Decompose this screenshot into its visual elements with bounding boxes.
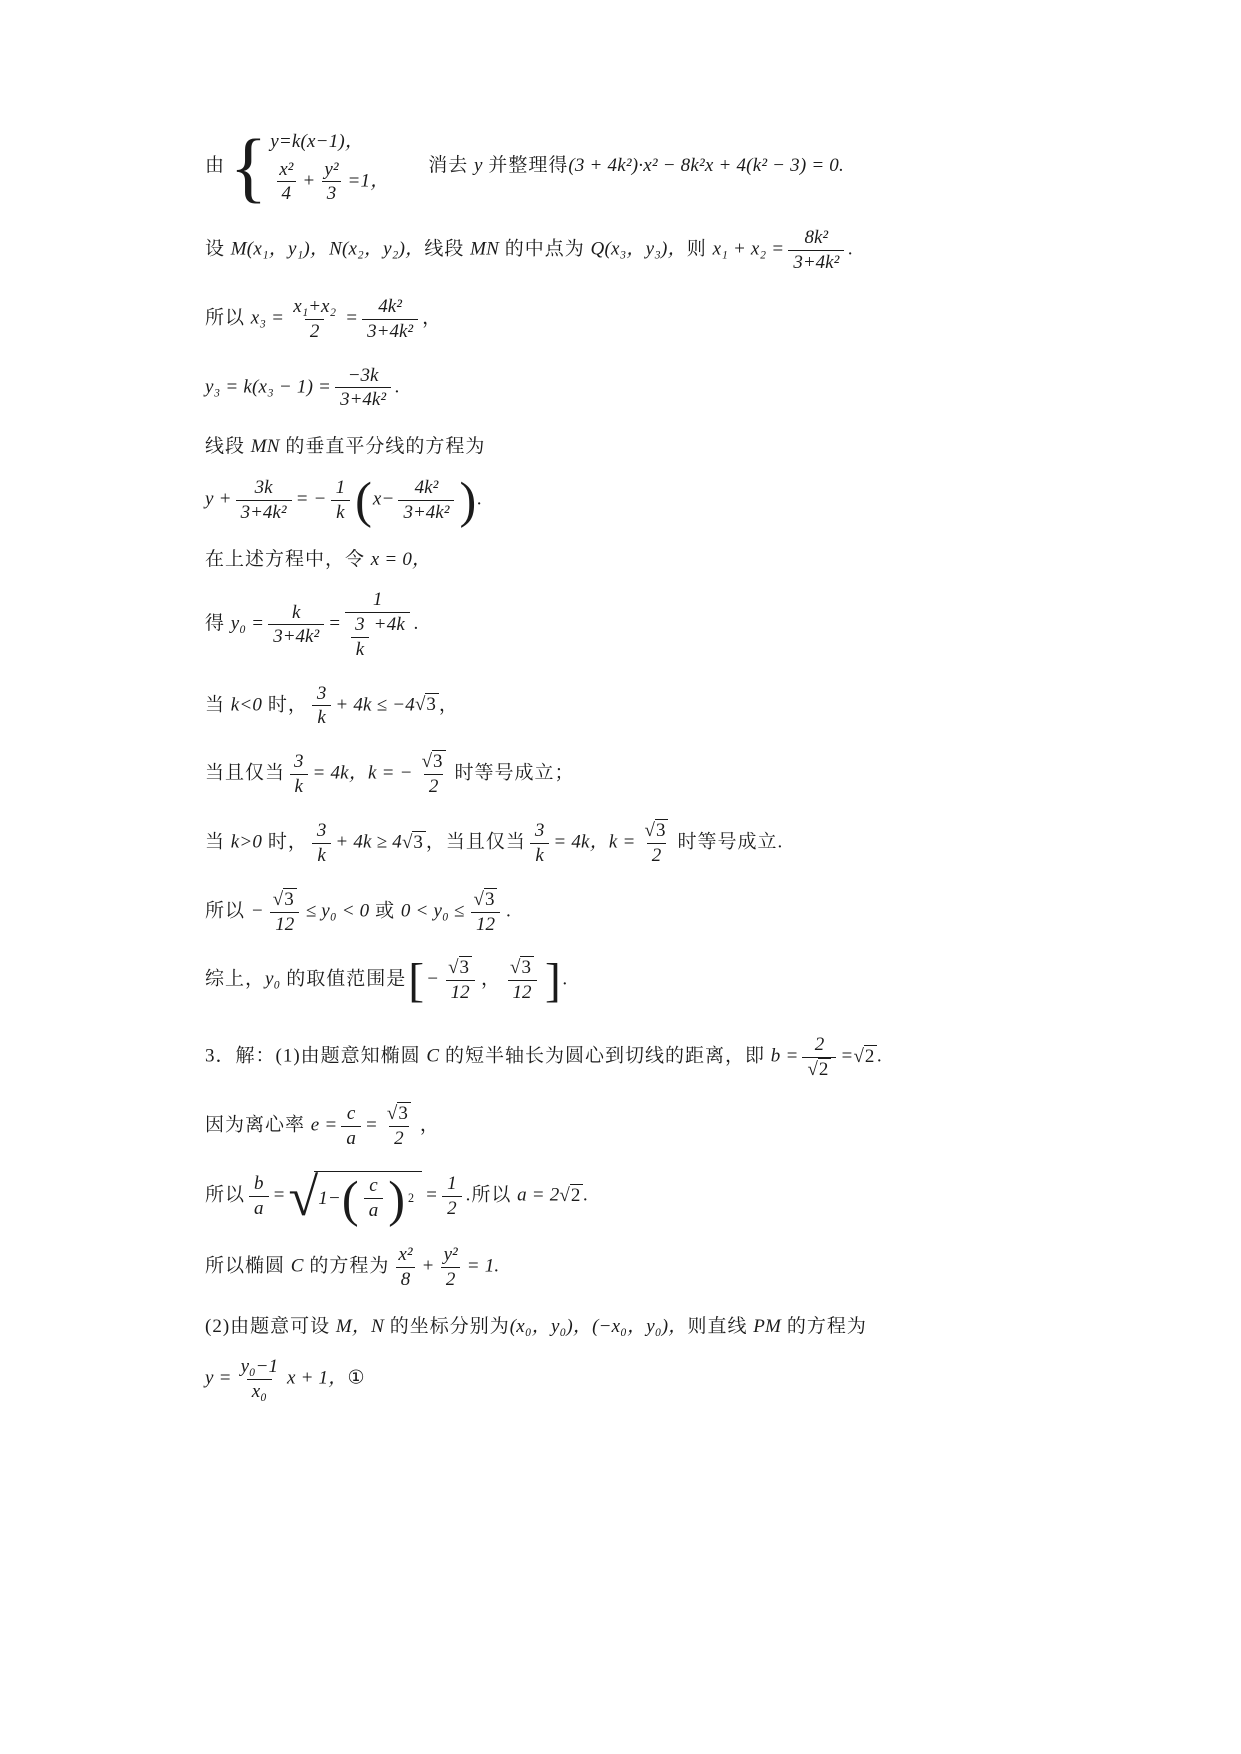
equation bbox=[270, 159, 389, 206]
comma: ， bbox=[422, 307, 443, 329]
fraction bbox=[362, 296, 418, 343]
numerator: y² bbox=[324, 158, 339, 180]
paragraph-y0 bbox=[205, 589, 1151, 661]
numerator: 1 bbox=[447, 1173, 457, 1195]
equals: =1， bbox=[347, 170, 390, 192]
numerator bbox=[469, 889, 503, 912]
sqrt bbox=[415, 691, 439, 719]
denominator: k bbox=[351, 637, 369, 661]
text: 的短半轴长为圆心到切线的距离，即 bbox=[439, 1045, 771, 1067]
sqrt bbox=[448, 957, 472, 979]
denominator: 3+4k² bbox=[788, 250, 844, 274]
radical-icon: √ bbox=[414, 694, 426, 716]
numerator: 3 bbox=[316, 819, 327, 841]
fraction bbox=[345, 589, 410, 661]
math: y = bbox=[205, 1368, 232, 1390]
paragraph-k-positive bbox=[205, 820, 1151, 867]
denominator: 8 bbox=[396, 1267, 416, 1291]
numerator: 8k² bbox=[804, 227, 829, 249]
denominator: 2 bbox=[441, 1267, 461, 1291]
math: a = 2 bbox=[517, 1185, 560, 1207]
denominator: 2 bbox=[389, 1126, 409, 1150]
equation-system: { y=k(x−1)， $\frac{\text{x²}}{4}$ + $\frac{\text{y²}}{3}$ =1， bbox=[229, 122, 390, 210]
paragraph-k-negative bbox=[205, 683, 1151, 730]
text: 的方程为 bbox=[303, 1255, 390, 1277]
paragraph-x3 bbox=[205, 296, 1151, 343]
math: (3 + 4k²)·x² − 8k²x + 4(k² − 3) = 0. bbox=[568, 154, 844, 176]
fraction bbox=[382, 1103, 416, 1150]
fraction bbox=[249, 1173, 269, 1220]
equals: = bbox=[364, 1114, 378, 1136]
numerator: x² bbox=[398, 1244, 413, 1266]
period: . bbox=[414, 613, 419, 635]
math: +4k bbox=[373, 613, 406, 635]
numerator: x₁+x₂ bbox=[293, 295, 337, 317]
denominator bbox=[802, 1057, 836, 1081]
text: 的取值范围是 bbox=[280, 969, 407, 991]
numerator: c bbox=[346, 1102, 356, 1124]
comma: ， bbox=[419, 1114, 440, 1136]
numerator: 2 bbox=[814, 1034, 825, 1056]
paragraph-equality-neg bbox=[205, 751, 1151, 798]
text: 并整理得 bbox=[482, 154, 569, 176]
math: MN bbox=[250, 436, 280, 458]
denominator: 3+4k² bbox=[236, 500, 292, 524]
text: 当且仅当 bbox=[205, 763, 286, 784]
numerator bbox=[382, 1103, 416, 1126]
math: C bbox=[290, 1255, 304, 1277]
text: 综上， bbox=[205, 969, 266, 991]
math: 1− bbox=[318, 1187, 341, 1209]
equals: = bbox=[345, 307, 359, 329]
radical-icon: √ bbox=[853, 1045, 864, 1067]
sqrt bbox=[645, 820, 669, 842]
text: 设 bbox=[205, 238, 231, 260]
text: .所以 bbox=[465, 1185, 518, 1207]
period: . bbox=[506, 900, 512, 922]
math: 0 < y₀ ≤ bbox=[400, 900, 465, 922]
fraction bbox=[530, 820, 550, 867]
denominator: a bbox=[364, 1198, 384, 1222]
denominator: 3+4k² bbox=[398, 500, 454, 524]
radical-icon: √ bbox=[559, 1185, 570, 1207]
text: 线段 bbox=[205, 436, 251, 458]
denominator: a bbox=[249, 1196, 269, 1220]
paragraph-midpoint bbox=[205, 227, 1151, 274]
period: . bbox=[477, 488, 483, 510]
text: 所以 bbox=[205, 1185, 246, 1207]
radicand: 3 bbox=[283, 888, 297, 910]
fraction bbox=[398, 477, 454, 524]
denominator: 3+4k² bbox=[268, 624, 324, 648]
period: . bbox=[877, 1045, 883, 1067]
fraction bbox=[341, 1103, 361, 1150]
radical-icon: √ bbox=[644, 819, 655, 841]
numerator: 3 bbox=[534, 819, 545, 841]
period: . bbox=[848, 238, 854, 260]
text: 的垂直平分线的方程为 bbox=[279, 436, 486, 458]
numerator: y₀−1 bbox=[240, 1356, 278, 1378]
text: 则直线 bbox=[687, 1315, 754, 1337]
sqrt bbox=[807, 1059, 831, 1081]
denominator: 2 bbox=[442, 1196, 462, 1220]
fraction bbox=[417, 751, 451, 798]
period: . bbox=[562, 969, 568, 991]
denominator: 12 bbox=[270, 912, 299, 936]
math: + 4k ≥ 4 bbox=[335, 831, 402, 853]
text: 由 bbox=[205, 154, 226, 176]
denominator: 2 bbox=[424, 774, 444, 798]
math: b = bbox=[770, 1045, 799, 1067]
equation: y=k(x−1)， bbox=[270, 131, 365, 152]
denominator: 12 bbox=[471, 912, 500, 936]
equals: = bbox=[425, 1185, 439, 1207]
math: MN bbox=[470, 238, 500, 260]
text: 所以椭圆 bbox=[205, 1255, 291, 1277]
radicand: 3 bbox=[397, 1102, 411, 1124]
text: ，当且仅当 bbox=[425, 831, 526, 853]
text: 当 bbox=[205, 831, 231, 853]
math: y bbox=[473, 154, 483, 176]
period: . bbox=[583, 1185, 589, 1207]
paragraph-bisector-eq: y + $\frac{3k}{\text{3+4k²}}$ = − $\frac{1}{k}$ (x− $\frac{\text{4k²}}{\text{3+4k²}}$ ). bbox=[205, 472, 483, 529]
radicand: 3 bbox=[484, 888, 498, 910]
math: C bbox=[426, 1045, 440, 1067]
fraction bbox=[289, 751, 309, 798]
fraction bbox=[640, 820, 674, 867]
text: 当 bbox=[205, 694, 231, 716]
text: 时等号成立； bbox=[454, 763, 575, 784]
operator: + bbox=[421, 1255, 435, 1277]
paragraph-conclusion-interval: 综上，y₀ 的取值范围是[ − $\frac{√3}{12}$ ， $\frac{√3}{12}$ ] . bbox=[205, 954, 568, 1007]
sqrt bbox=[273, 889, 297, 911]
fraction bbox=[319, 159, 343, 206]
fraction bbox=[443, 957, 477, 1004]
denominator: k bbox=[290, 774, 308, 798]
denominator: k bbox=[312, 843, 330, 867]
math: + 4k ≤ −4 bbox=[335, 694, 415, 716]
text: 3．解：(1)由题意知椭圆 bbox=[205, 1045, 427, 1067]
paragraph-problem3-part1 bbox=[205, 1034, 1151, 1081]
text: 因为离心率 bbox=[205, 1114, 311, 1136]
radical-icon: √ bbox=[473, 888, 484, 910]
numerator: x² bbox=[279, 158, 294, 180]
radicand: 3 bbox=[520, 956, 534, 978]
fraction bbox=[288, 296, 341, 343]
fraction bbox=[268, 889, 302, 936]
radical-icon: √ bbox=[421, 751, 433, 773]
fraction bbox=[312, 820, 332, 867]
radicand: 3 bbox=[655, 819, 669, 841]
math: y + bbox=[205, 488, 232, 510]
text: 线段 bbox=[424, 238, 471, 260]
math: = 1. bbox=[466, 1255, 500, 1277]
math: (x₀，y₀)，(−x₀，y₀)， bbox=[509, 1315, 688, 1337]
radicand: 3 bbox=[459, 956, 473, 978]
fraction bbox=[393, 1244, 417, 1291]
fraction bbox=[236, 477, 292, 524]
math: e = bbox=[310, 1114, 338, 1136]
paragraph-part2-setup bbox=[205, 1313, 1151, 1341]
fraction bbox=[364, 1175, 384, 1222]
math: = 4k，k = − bbox=[312, 763, 413, 784]
denominator: 2 bbox=[305, 319, 325, 343]
denominator: 3+4k² bbox=[362, 319, 418, 343]
denominator: 2 bbox=[647, 843, 667, 867]
math: = − bbox=[295, 488, 327, 510]
math: M(x₁，y₁)，N(x₂，y₂)， bbox=[230, 238, 425, 260]
numerator: c bbox=[369, 1175, 378, 1197]
sqrt bbox=[559, 1182, 583, 1210]
inner-fraction bbox=[350, 614, 370, 661]
fraction bbox=[469, 889, 503, 936]
period: . bbox=[395, 376, 400, 398]
text: 则 bbox=[686, 238, 713, 260]
text: 在上述方程中，令 bbox=[205, 548, 371, 570]
fraction bbox=[439, 1244, 463, 1291]
fraction bbox=[788, 227, 844, 274]
radical-icon: √ bbox=[386, 1102, 398, 1124]
denominator: x₀ bbox=[247, 1379, 272, 1403]
radicand: 3 bbox=[432, 750, 446, 772]
math: x = 0， bbox=[370, 548, 432, 570]
paragraph-system bbox=[205, 122, 1151, 210]
comma: ， bbox=[438, 694, 459, 716]
math: y₀ bbox=[265, 969, 281, 991]
text: 的方程为 bbox=[781, 1315, 867, 1337]
denominator: 3+4k² bbox=[335, 387, 391, 411]
math: Q(x₃，y₃)， bbox=[590, 238, 687, 260]
denominator: 3 bbox=[322, 181, 342, 205]
denominator: k bbox=[331, 500, 349, 524]
paragraph-line-pm-equation bbox=[205, 1356, 1151, 1403]
sqrt bbox=[474, 889, 498, 911]
fraction bbox=[505, 957, 539, 1004]
denominator: 4 bbox=[277, 181, 297, 205]
text: 时， bbox=[262, 831, 308, 853]
text: 时， bbox=[262, 694, 308, 716]
text: 所以 bbox=[205, 900, 251, 922]
math: x₃ = bbox=[250, 307, 285, 329]
fraction bbox=[274, 159, 298, 206]
numerator: 1 bbox=[335, 476, 346, 498]
circled-one: ① bbox=[347, 1368, 366, 1390]
fraction bbox=[312, 683, 332, 730]
system-rows bbox=[270, 128, 389, 205]
fraction bbox=[236, 1356, 283, 1403]
paragraph-ellipse-equation bbox=[205, 1244, 1151, 1291]
radical-icon: √ bbox=[448, 957, 459, 979]
fraction bbox=[442, 1173, 462, 1220]
radical-icon: √ bbox=[510, 957, 521, 979]
math: PM bbox=[753, 1315, 782, 1337]
radical-icon: √ bbox=[807, 1058, 818, 1080]
radicand-group: 1− ( $\frac{c}{a}$ ) 2 bbox=[314, 1171, 422, 1222]
math: y₀ = bbox=[230, 613, 265, 635]
text: 消去 bbox=[428, 154, 474, 176]
math: ≤ y₀ < 0 bbox=[305, 900, 370, 922]
operator: + bbox=[302, 170, 316, 192]
radical-icon: √ bbox=[401, 831, 413, 853]
math: k<0 bbox=[230, 694, 263, 716]
numerator: 3 bbox=[355, 613, 365, 635]
numerator: y² bbox=[443, 1244, 458, 1266]
numerator: 4k² bbox=[414, 476, 439, 498]
denominator: k bbox=[312, 705, 330, 729]
paragraph-y0-range bbox=[205, 889, 1151, 936]
math: − bbox=[426, 969, 440, 991]
denominator: k bbox=[530, 843, 548, 867]
numerator: 3 bbox=[294, 751, 304, 773]
fraction bbox=[335, 365, 391, 412]
radicand: 3 bbox=[425, 693, 439, 715]
denominator bbox=[345, 612, 410, 661]
radicand: 2 bbox=[570, 1184, 584, 1206]
sqrt bbox=[853, 1043, 877, 1071]
math: M，N bbox=[335, 1315, 385, 1337]
comma: ， bbox=[481, 969, 502, 991]
text: (2)由题意可设 bbox=[205, 1315, 336, 1337]
numerator bbox=[417, 751, 451, 774]
numerator: −3k bbox=[347, 364, 379, 386]
sqrt bbox=[422, 751, 446, 773]
numerator: k bbox=[291, 601, 301, 623]
fraction bbox=[802, 1034, 836, 1081]
equals: = bbox=[840, 1045, 854, 1067]
math: k>0 bbox=[230, 831, 263, 853]
equals: = bbox=[272, 1185, 286, 1207]
math: = 4k，k = bbox=[553, 831, 636, 853]
math: − bbox=[250, 900, 264, 922]
paragraph-let-x0 bbox=[205, 546, 1151, 574]
numerator: 4k² bbox=[378, 295, 402, 317]
paragraph-bisector-intro bbox=[205, 433, 1151, 461]
text: 的中点为 bbox=[499, 238, 591, 260]
paragraph-y3 bbox=[205, 365, 1151, 412]
text: 时等号成立. bbox=[677, 831, 784, 853]
math: x₁ + x₂ = bbox=[712, 238, 785, 260]
radicand: 2 bbox=[864, 1045, 878, 1067]
numerator bbox=[268, 889, 302, 912]
paragraph-eccentricity bbox=[205, 1103, 1151, 1150]
text: 或 bbox=[369, 900, 401, 922]
text: 得 bbox=[205, 613, 231, 635]
denominator: 12 bbox=[446, 980, 475, 1004]
denominator: a bbox=[341, 1126, 361, 1150]
radicand: 2 bbox=[818, 1058, 832, 1080]
numerator: b bbox=[254, 1173, 264, 1195]
math: x− bbox=[372, 488, 395, 510]
text: 的坐标分别为 bbox=[384, 1315, 510, 1337]
numerator: 1 bbox=[372, 589, 383, 611]
sqrt bbox=[402, 829, 426, 857]
math: y₃ = k(x₃ − 1) = bbox=[205, 376, 332, 398]
denominator: 12 bbox=[508, 980, 537, 1004]
sqrt bbox=[510, 957, 534, 979]
numerator: 3 bbox=[316, 682, 327, 704]
numerator: 3k bbox=[254, 476, 273, 498]
numerator bbox=[640, 820, 674, 843]
math: x + 1， bbox=[286, 1368, 348, 1390]
radicand: 3 bbox=[412, 831, 426, 853]
numerator bbox=[443, 957, 477, 980]
fraction bbox=[331, 477, 351, 524]
fraction bbox=[268, 602, 324, 649]
big-radical: √ 1− ( $\frac{c}{a}$ ) 2 bbox=[289, 1171, 422, 1222]
paragraph-b-over-a bbox=[205, 1166, 1151, 1227]
exponent: 2 bbox=[407, 1190, 415, 1205]
sqrt bbox=[387, 1103, 411, 1125]
equals: = bbox=[328, 613, 342, 635]
numerator bbox=[505, 957, 539, 980]
radical-icon: √ bbox=[272, 888, 284, 910]
text: 所以 bbox=[205, 307, 251, 329]
